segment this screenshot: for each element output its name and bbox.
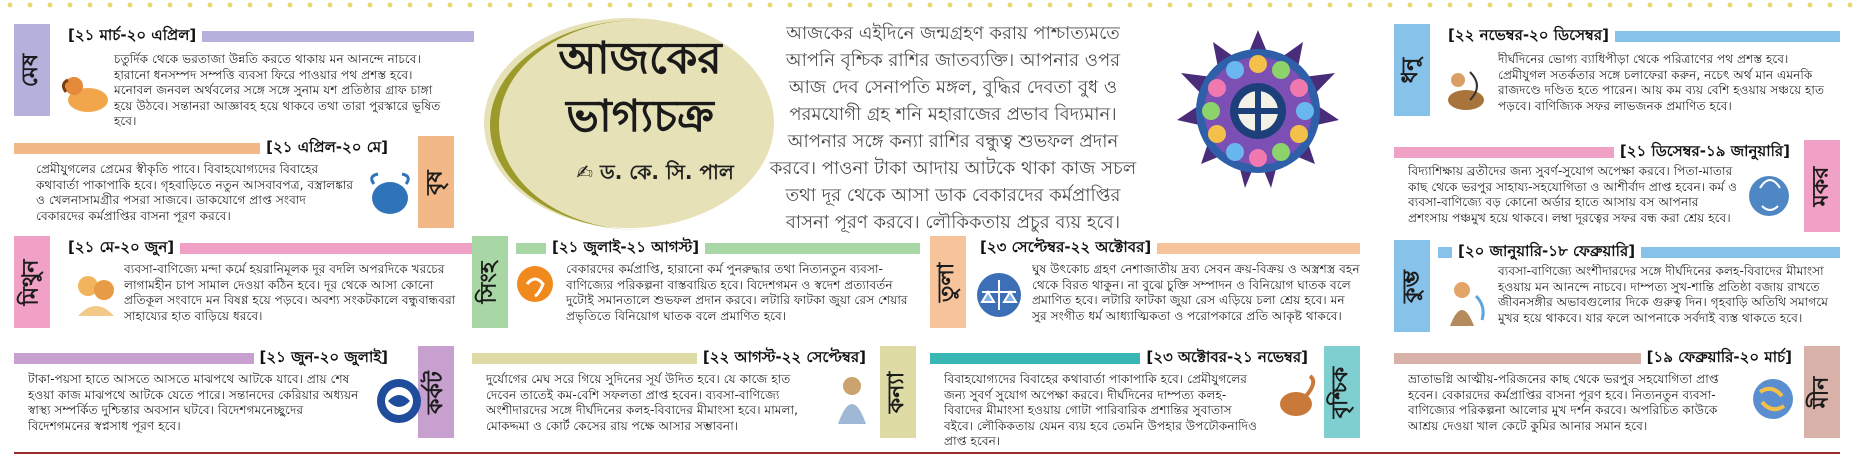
header-bar: [202, 31, 474, 42]
date-header: [1394, 346, 1798, 370]
sign-card-meen: [1394, 346, 1840, 464]
water-bearer-icon: [1438, 272, 1496, 330]
prediction-text: ঘুষ উৎকোচ গ্রহণ নেশাজাতীয় দ্রব্য সেবন ক্রয়-বিক্রয় ও অস্ত্রশস্ত্র বহন থেকে বিরত থাকুন। না বুঝে চুক্তি সম্পাদন ও বিনিয়োগ ঘাতক বলে প্রমাণিত হবে। লটারি ফাটকা জুয়া রেস এড়িয়ে চলা শ্রেয় হবে। মন সুর সংগীত ধর্ম আধ্যাত্মিকতা ও পরোপকারে প্রতি আকৃষ্ট থাকবে।: [1032, 262, 1360, 323]
header-bar: [1615, 31, 1840, 42]
author-name: ড. কে. সি. পাল: [600, 160, 734, 184]
prediction-text: বিদ্যাশিক্ষায় ব্রতীদের জন্য সুবর্ণ-সুযোগ অপেক্ষা করবে। পিতা-মাতার কাছ থেকে ভরপুর সাহায্য-সহযোগিতা ও আশীর্বাদ প্রাপ্ত হবেন। কর্ম ও ব্যবসা-বাণিজ্যে বড় কোনো অর্ডার হাতে আসায় বস আপনার প্রশংসায় পঞ্চমুখ হয়ে থাকবে। লম্বা দূরত্বের সফর বন্ধ করা শ্রেয় হবে।: [1408, 164, 1738, 225]
twins-icon: [66, 266, 124, 324]
pen-icon: ✍: [576, 160, 600, 184]
date-range: [২১ এপ্রিল-২০ মে]: [260, 136, 394, 161]
sign-card-karkat: [14, 346, 454, 464]
title-line-1: আজকের: [558, 33, 722, 84]
date-header: [516, 236, 920, 260]
date-range: [২১ মার্চ-২০ এপ্রিল]: [62, 24, 202, 49]
sign-tab-mithun: [14, 236, 50, 328]
sign-tab-brisha: [418, 136, 454, 228]
prediction-text: টাকা-পয়সা হাতে আসতে আসতে মাঝপথে আটকে যাবে। প্রায় শেষ হওয়া কাজ মাঝপথে আটকে যেতে পারে। সন্তানদের কেরিয়ার অধ্যয়ন স্বাস্থ্য সম্পর্কিত দুশ্চিন্তার অবসান ঘটবে। বিদেশগমনেচ্ছুদের বিদেশগমনের স্বপ্নসাধ পূরণ হবে।: [28, 372, 359, 433]
title-line-2: ভাগ্যচক্র: [566, 91, 714, 142]
prediction-text: প্রেমীযুগলের প্রেমের স্বীকৃতি পাবে। বিবাহযোগ্যদের বিবাহের কথাবার্তা পাকাপাকি হবে। গৃহবাড়িতে নতুন আসবাবপত্র, বস্ত্রালঙ্কার ও খেলনাসামগ্রীর পসরা সাজবে। ডাকযোগে প্রাপ্ত সংবাদ বেকারদের কর্মপ্রাপ্তির বাসনা পূরণ করবে।: [36, 162, 354, 223]
prediction-text: ভ্রাতাভগ্নি আত্মীয়-পরিজনের কাছ থেকে ভরপুর সহযোগিতা প্রাপ্ত হবেন। বেকারদের কর্মপ্রাপ্তির বাসনা পূরণ হবে। নিত্যনতুন ব্যবসা-বাণিজ্যের পরিকল্পনা আলোর মুখ দর্শন করবে। অপরিচিত কাউকে আশ্রয় দেওয়া খাল কেটে কুমির আনার সমান হবে।: [1408, 372, 1719, 433]
sign-card-mesh: [14, 24, 454, 142]
sign-name: বৃশ্চিক: [1328, 366, 1354, 418]
header-bar: [930, 353, 1140, 364]
date-range: [২৩ অক্টোবর-২১ নভেম্বর]: [1140, 346, 1314, 371]
date-header: [14, 346, 394, 370]
sign-card-tula: [930, 236, 1360, 354]
date-header: [472, 346, 872, 370]
sign-tab-dhanu: [1394, 24, 1430, 116]
date-range: [১৯ ফেব্রুয়ারি-২০ মার্চ]: [1641, 346, 1798, 371]
bottom-rule: [14, 452, 1840, 454]
header-bar: [1394, 353, 1641, 364]
prediction-text: দুর্যোগের মেঘ সরে গিয়ে সুদিনের সূর্য উদিত হবে। যে কাজে হাত দেবেন তাতেই কম-বেশি সফলতা প্রাপ্ত হবেন। ব্যবসা-বাণিজ্যে অংশীদারদের সঙ্গে দীর্ঘদিনের কলহ-বিবাদের মীমাংসা হবে। মামলা, মোকদ্দমা ও কোর্ট কেসের রায় পক্ষে আসার সম্ভাবনা।: [486, 372, 798, 433]
date-range: [২১ মে-২০ জুন]: [62, 236, 180, 261]
sign-card-kumbha: [1394, 240, 1840, 358]
scorpion-icon: [1266, 370, 1324, 428]
prediction-text: বিবাহযোগ্যদের বিবাহের কথাবার্তা পাকাপাকি হবে। প্রেমীযুগলের জন্য সুবর্ণ সুযোগ অপেক্ষা করবে। দীর্ঘদিনের দাম্পত্য কলহ-বিবাদের মীমাংসা হওয়ায় গোটা পারিবারিক প্রশান্তির সুবাতাস বইবে। লৌকিকতায় যেমন ব্যয় হবে তেমনি উপহার উপঢৌকনাদিও প্রাপ্ত হবেন।: [944, 372, 1258, 449]
sign-name: কন্যা: [884, 371, 910, 413]
date-header: [1442, 24, 1840, 48]
header-bar-left: [516, 243, 546, 254]
page-title: [520, 30, 760, 146]
sign-name: মীন: [1808, 376, 1834, 408]
maiden-icon: [822, 370, 880, 428]
prediction-text: চতুর্দিক থেকে ভরতাজা উন্নতি করতে থাকায় মন আনন্দে নাচবে। হারানো ধনসম্পদ সম্পত্তি ব্যবসা ফিরে পাওয়ার পথ প্রশস্ত হবে। মনোবল জনবল অর্থবলের সঙ্গে সঙ্গে সুনাম যশ প্রতিষ্ঠার গ্রাফ চাঙ্গা হয়ে উঠবে। সন্তানরা আজ্ঞাবহ হয়ে থাকবে তথা তারা পুরস্কারে ভূষিত হবে।: [114, 52, 441, 129]
date-header: [1394, 140, 1796, 164]
sign-tab-mesh: [14, 24, 50, 116]
sign-tab-makar: [1804, 140, 1840, 232]
author-byline: [535, 158, 775, 191]
sign-name: ধনু: [1398, 57, 1424, 83]
header-bar: [1157, 243, 1360, 254]
sign-card-mithun: [14, 236, 454, 354]
date-range: [২০ জানুয়ারি-১৮ ফেব্রুয়ারি]: [1452, 240, 1641, 265]
header-bar: [1641, 247, 1840, 258]
header-bar: [14, 353, 254, 364]
sign-card-dhanu: [1394, 24, 1840, 142]
intro-paragraph: আজকের এইদিনে জন্মগ্রহণ করায় পাশ্চাত্যমতে আপনি বৃশ্চিক রাশির জাতব্যক্তি। আপনার ওপর আজ দেব সেনাপতি মঙ্গল, বুদ্ধির দেবতা বুধ ও পরমযোগী গ্রহ শনি মহারাজের প্রভাব বিদ্যমান। আপনার সঙ্গে কন্যা রাশির বন্ধুত্ব শুভফল প্রদান করবে। পাওনা টাকা আদায় আটকে থাকা কাজ সচল তথা দূর থেকে আসা ডাক বেকারদের কর্মপ্রাপ্তির বাসনা পূরণ করবে। লৌকিকতায় প্রচুর ব্যয় হবে।: [769, 23, 1137, 233]
fish-icon: [1744, 370, 1802, 428]
header-bar-left: [1438, 247, 1452, 258]
zodiac-wheel-icon: [1175, 28, 1341, 194]
date-header: [974, 236, 1360, 260]
date-header: [14, 136, 394, 160]
crab-icon: [370, 372, 428, 430]
sign-name: কুম্ভ: [1398, 269, 1424, 303]
date-range: [২১ জুলাই-২১ আগস্ট]: [546, 236, 705, 261]
sign-tab-brishchik: [1324, 346, 1360, 438]
sign-card-brishchik: [930, 346, 1360, 464]
date-range: [২১ জুন-২০ জুলাই]: [254, 346, 395, 371]
date-header: [62, 24, 474, 48]
ram-icon: [58, 64, 116, 122]
scales-icon: [970, 266, 1028, 324]
prediction-text: ব্যবসা-বাণিজ্যে অংশীদারদের সঙ্গে দীর্ঘদিনের কলহ-বিবাদের মীমাংসা হওয়ায় মন আনন্দে নাচবে। দাম্পত্য সুখ-শান্তি প্রতিষ্ঠা বজায় রাখতে জীবনসঙ্গীর অভাবগুলোর দিকে গুরুত্ব দিন। গৃহবাড়ি অতিথি সমাগমে মুখর হয়ে থাকবে। যার ফলে আপনাকে সর্বদাই ব্যস্ত থাকতে হবে।: [1498, 264, 1828, 325]
date-header: [930, 346, 1314, 370]
archer-icon: [1436, 64, 1494, 122]
bull-icon: [360, 166, 418, 224]
sign-name: মিথুন: [18, 259, 44, 305]
prediction-text: দীর্ঘদিনের ভোগ্য ব্যাধিপীড়া থেকে পরিত্রাণের পথ প্রশস্ত হবে। প্রেমীযুগল সতর্কতার সঙ্গে চলাফেরা করুন, নচেৎ অর্থ মান এমনকি রাজদণ্ডে দণ্ডিত হতে পারেন। আয় কম ব্যয় বেশি হওয়ায় সঞ্চয়ে হাত পড়বে। বাণিজ্যিক সফর লাভজনক প্রমাণিত হবে।: [1498, 52, 1825, 113]
header-bar: [705, 243, 920, 254]
sign-name: তুলা: [934, 262, 960, 302]
sign-name: কর্কট: [422, 370, 448, 414]
sign-tab-singha: [472, 236, 508, 328]
sign-name: মেষ: [18, 53, 44, 87]
date-header: [1438, 240, 1840, 264]
lion-icon: [512, 262, 558, 312]
top-dotted-border: [0, 0, 1854, 10]
sign-card-kanya: [472, 346, 920, 464]
date-header: [62, 236, 474, 260]
sign-tab-meen: [1804, 346, 1840, 438]
sign-tab-tula: [930, 236, 966, 328]
header-bar: [180, 243, 474, 254]
date-range: [২৩ সেপ্টেম্বর-২২ অক্টোবর]: [974, 236, 1157, 261]
sign-card-singha: [472, 236, 920, 354]
date-range: [২২ নভেম্বর-২০ ডিসেম্বর]: [1442, 24, 1615, 49]
sign-tab-kumbha: [1394, 240, 1430, 332]
prediction-text: ব্যবসা-বাণিজ্যে মন্দা কর্মে হয়রানিমূলক দূর বদলি অপরদিকে খরচের লাগামহীন চাপ সামাল দেওয়া কঠিন হবে। দূর থেকে আসা কোনো প্রতিকূল সংবাদে মন বিষণ্ণ হয়ে পড়বে। অবশ্য সংকটকালে বন্ধুবান্ধবরা সাহায্যের হাত বাড়িয়ে ধরবে।: [124, 262, 456, 323]
goat-icon: [1740, 166, 1798, 224]
date-range: [২১ ডিসেম্বর-১৯ জানুয়ারি]: [1614, 140, 1796, 165]
header-bar: [14, 143, 260, 154]
date-range: [২২ আগস্ট-২২ সেপ্টেম্বর]: [697, 346, 872, 371]
sign-name: মকর: [1808, 166, 1834, 206]
header-bar: [1394, 147, 1614, 158]
sign-tab-kanya: [880, 346, 916, 438]
sign-name: সিংহ: [476, 261, 502, 303]
sign-name: বৃষ: [422, 169, 448, 195]
prediction-text: বেকারদের কর্মপ্রাপ্তি, হারানো কর্ম পুনরুদ্ধার তথা নিত্যনতুন ব্যবসা-বাণিজ্যের পরিকল্পনা বাস্তবায়িত হবে। বিদেশগমন ও স্বদেশ প্রত্যাবর্তন দুটোই সমানতালে শুভফল প্রদান করবে। লটারি ফাটকা জুয়া রেস শেয়ার প্রভৃতিতে বিনিয়োগ ঘাতক বলে প্রমাণিত হবে।: [566, 262, 908, 323]
header-bar: [472, 353, 697, 364]
